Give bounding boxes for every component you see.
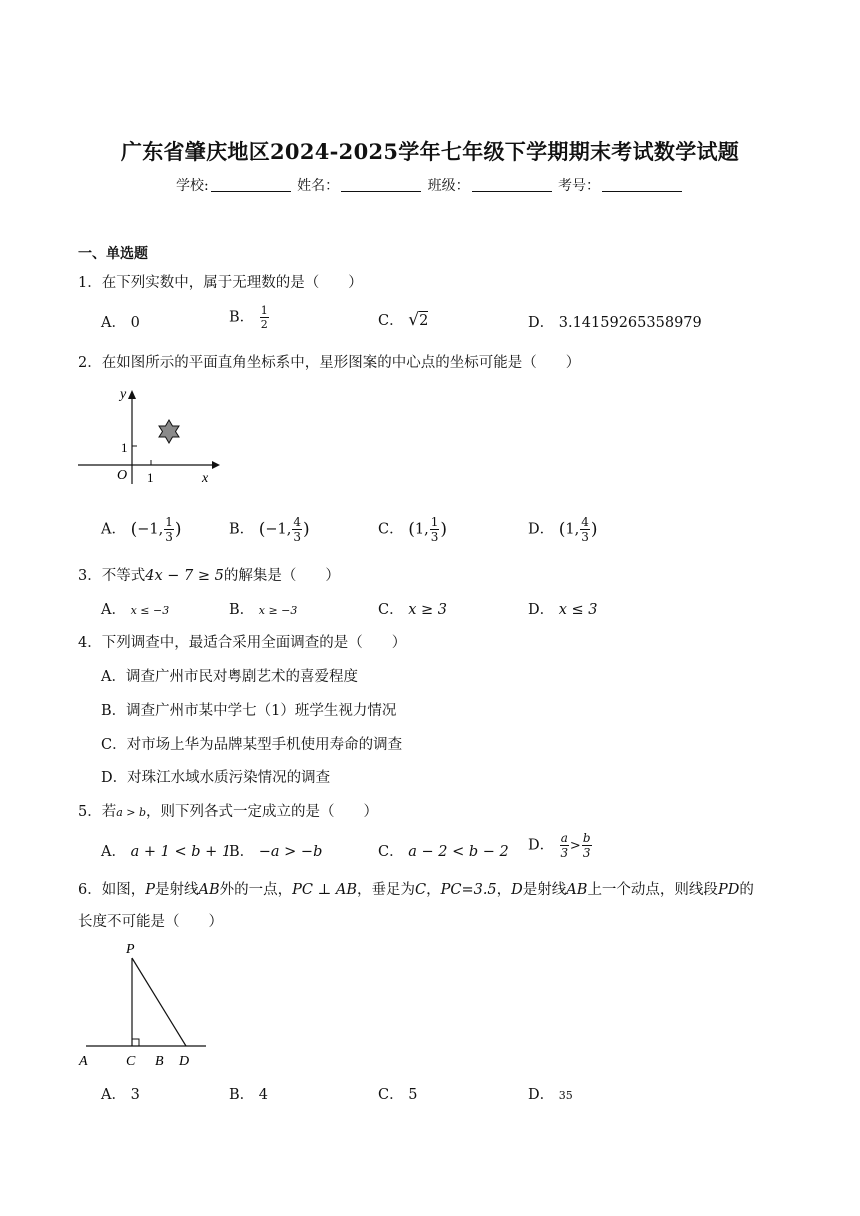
- section-heading: 一、单选题: [78, 246, 148, 262]
- x-axis-arrow: [212, 461, 220, 469]
- page-title: 广东省肇庆地区2024-2025学年七年级下学期期末考试数学试题: [120, 139, 740, 164]
- q2-option-a: A． (−1, $\frac{1}{3}$ ): [101, 515, 182, 544]
- q6-geometry-figure: [72, 938, 217, 1073]
- q4-option-c: C．对市场上华为品牌某型手机使用寿命的调查: [101, 737, 403, 753]
- right-angle-mark: [132, 1039, 139, 1046]
- origin-label: O: [117, 468, 128, 483]
- id-label: 考号：: [558, 178, 601, 194]
- y-one-label: 1: [121, 440, 128, 455]
- q1-option-c: C． √2: [378, 310, 429, 330]
- q5-option-b: B． −a > −b: [229, 844, 323, 860]
- class-blank[interactable]: [472, 177, 552, 192]
- star-icon: [159, 420, 179, 443]
- school-label: 学校:: [175, 178, 209, 194]
- question-1-stem: 1．在下列实数中，属于无理数的是（ ）: [78, 275, 363, 291]
- q1-option-b: B． $\frac{1}{2}$: [229, 304, 268, 331]
- student-info-line: [0, 175, 860, 195]
- x-axis-label: x: [202, 471, 209, 486]
- q5-option-a: A． a + 1 < b + 1: [101, 844, 232, 860]
- y-axis-label: y: [120, 387, 127, 402]
- q4-option-b: B．调查广州市某中学七（1）班学生视力情况: [101, 703, 397, 719]
- q4-option-a: A．调查广州市民对粤剧艺术的喜爱程度: [101, 669, 358, 685]
- school-blank[interactable]: [211, 177, 291, 192]
- q2-option-b: B． (−1, $\frac{4}{3}$ ): [229, 515, 310, 544]
- point-p-label: P: [126, 942, 135, 957]
- fraction: $\frac{1}{2}$: [260, 304, 268, 331]
- y-axis-arrow: [128, 390, 136, 399]
- sqrt-sign: √: [408, 310, 420, 330]
- x-one-label: 1: [147, 470, 154, 485]
- question-2-stem: 2．在如图所示的平面直角坐标系中，星形图案的中心点的坐标可能是（ ）: [78, 355, 581, 371]
- q4-option-d: D．对珠江水域水质污染情况的调查: [101, 770, 331, 786]
- q6-option-b: B． 4: [229, 1087, 268, 1103]
- name-blank[interactable]: [341, 177, 421, 192]
- id-blank[interactable]: [602, 177, 682, 192]
- q5-option-c: C． a − 2 < b − 2: [378, 844, 509, 860]
- class-label: 班级：: [427, 178, 470, 194]
- q2-coordinate-figure: [72, 382, 222, 488]
- question-6-stem-line2: 长度不可能是（ ）: [78, 914, 223, 930]
- question-6-stem-line1: 6．如图，P是射线AB外的一点，PC ⊥ AB，垂足为C，PC=3.5，D是射线AB上一个动点，则线段PD的: [78, 882, 754, 898]
- q2-option-c: C． (1, $\frac{1}{3}$ ): [378, 515, 447, 544]
- q5-option-d: D． $\frac{a}{3}$ > $\frac{b}{3}$: [528, 831, 591, 860]
- q6-option-d: D． 35: [528, 1087, 573, 1103]
- question-5-stem: 5．若a > b，则下列各式一定成立的是（ ）: [78, 804, 379, 820]
- q6-option-c: C． 5: [378, 1087, 418, 1103]
- point-b-label: B: [155, 1054, 164, 1069]
- q3-option-b: B． x ≥ −3: [229, 602, 298, 618]
- point-c-label: C: [126, 1054, 136, 1069]
- q2-option-d: D． (1, $\frac{4}{3}$ ): [528, 515, 598, 544]
- q6-option-a: A． 3: [101, 1087, 140, 1103]
- question-3-stem: 3．不等式4x − 7 ≥ 5的解集是（ ）: [78, 568, 340, 584]
- question-4-stem: 4．下列调查中，最适合采用全面调查的是（ ）: [78, 635, 407, 651]
- q3-option-a: A． x ≤ −3: [101, 602, 170, 618]
- point-d-label: D: [179, 1054, 190, 1069]
- q1-option-a: A． 0: [101, 315, 140, 331]
- name-label: 姓名：: [297, 178, 340, 194]
- q1-option-d: D． 3.14159265358979: [528, 315, 702, 331]
- segment-pd: [132, 958, 186, 1046]
- q3-option-d: D． x ≤ 3: [528, 602, 598, 618]
- point-a-label: A: [79, 1054, 88, 1069]
- q3-option-c: C． x ≥ 3: [378, 602, 447, 618]
